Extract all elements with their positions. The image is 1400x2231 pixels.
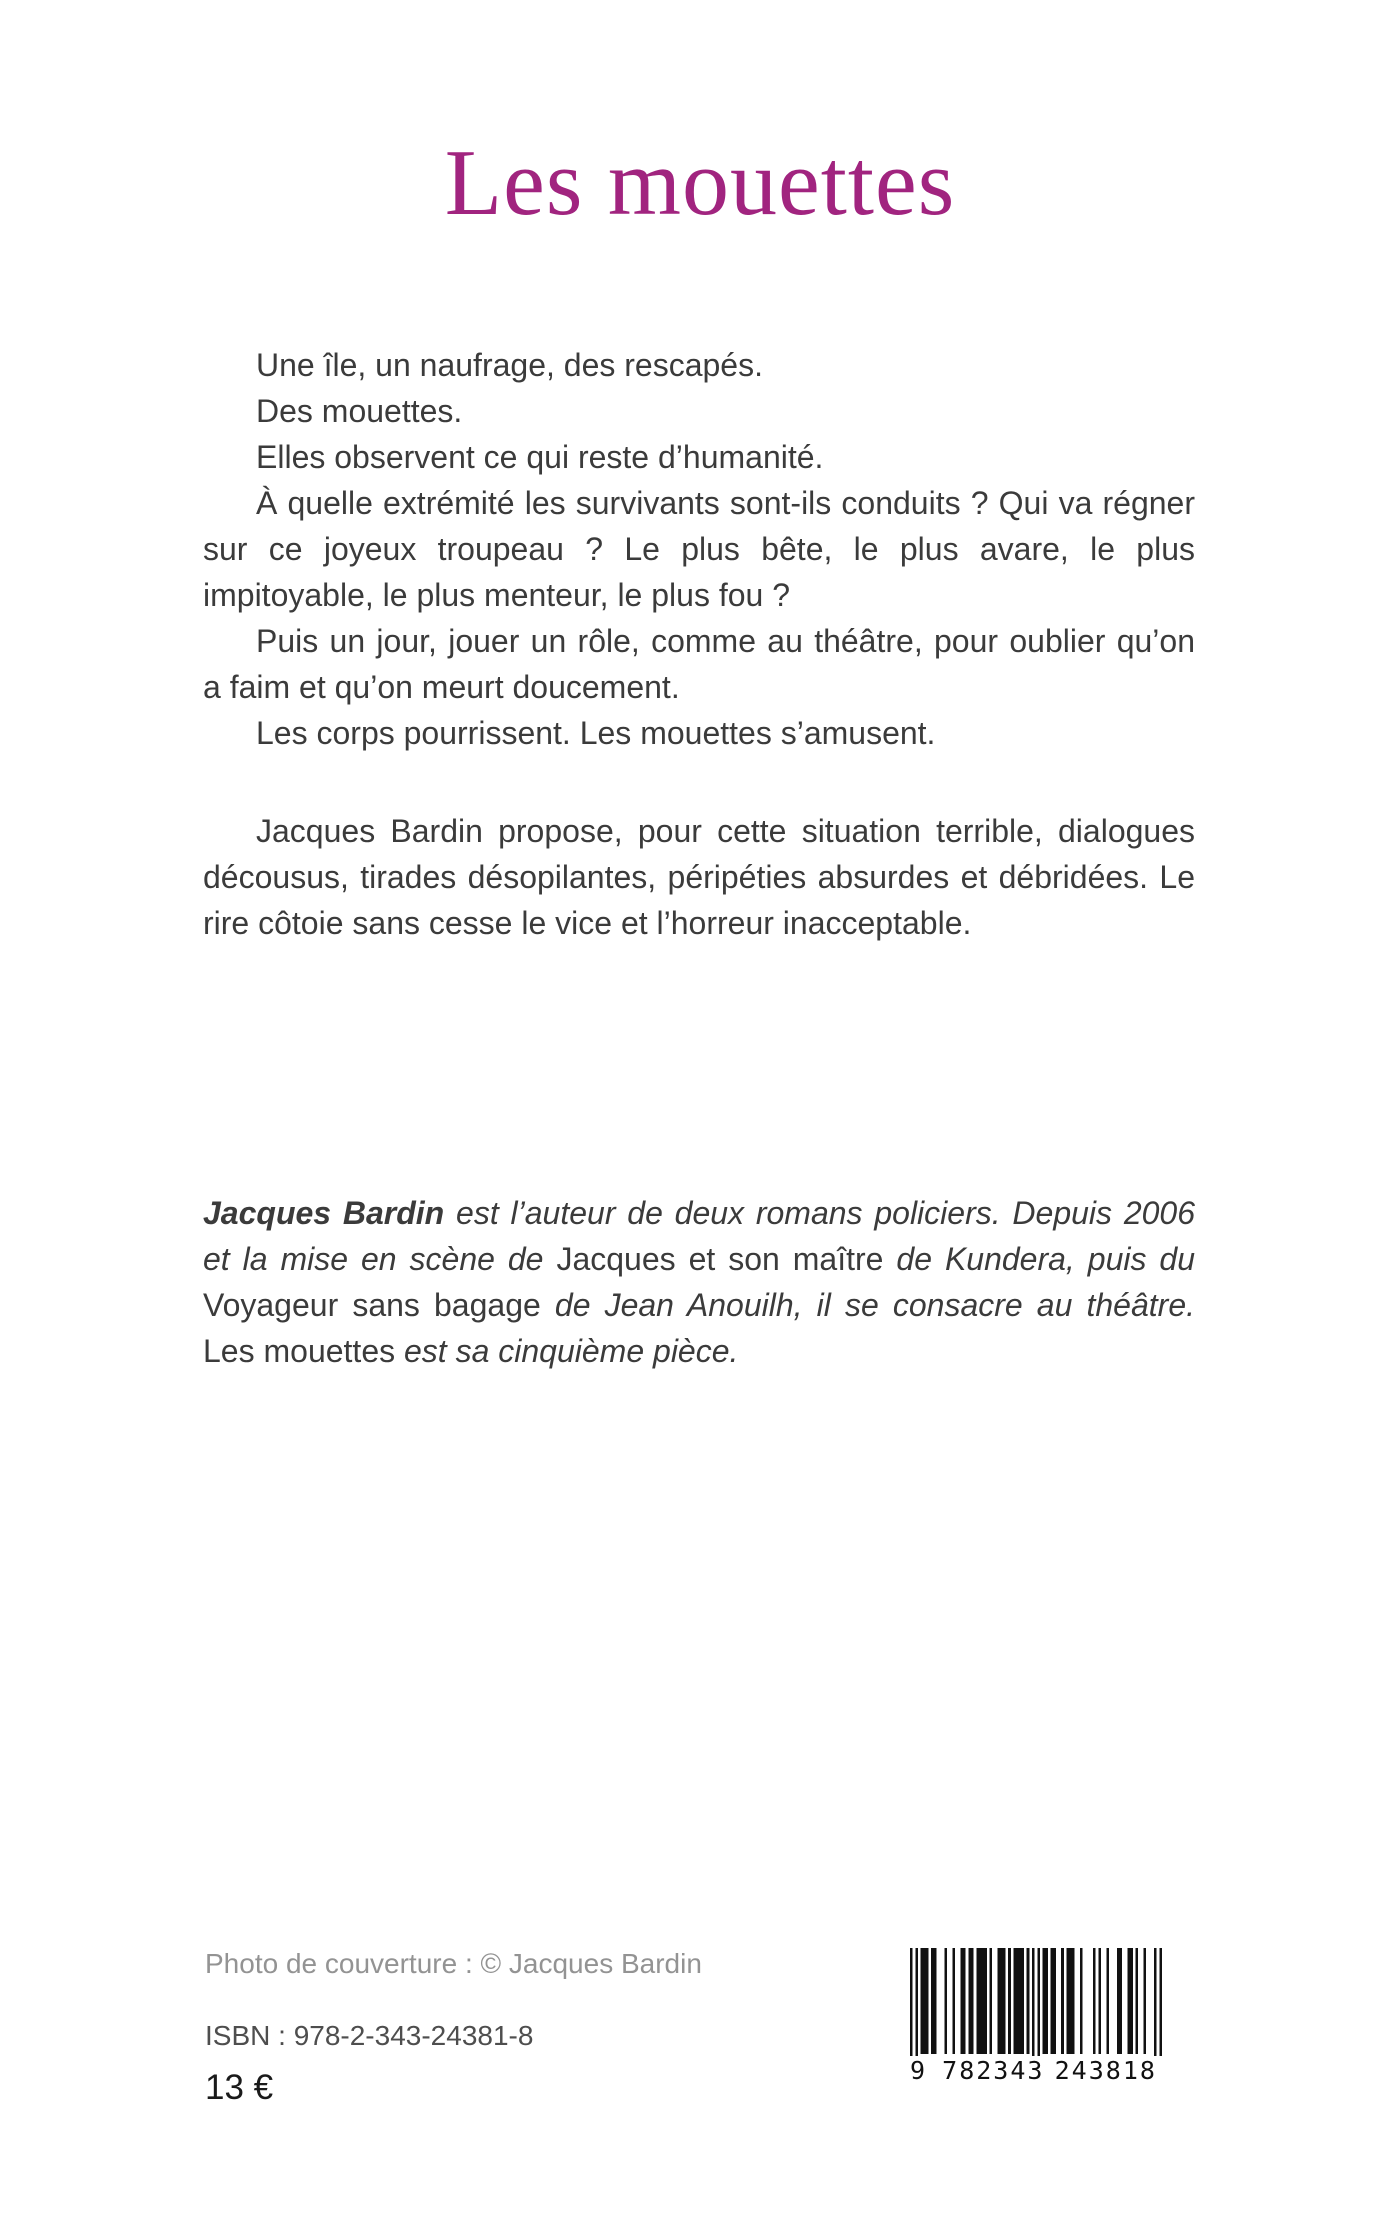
barcode-digits [910,2056,1162,2085]
bio-segment: Les mouettes [203,1333,396,1369]
synopsis-paragraph: Des mouettes. [256,393,463,429]
synopsis-paragraph: Elles observent ce qui reste d’humanité. [256,439,824,475]
bio-segment: est l’auteur de deux romans policiers. Depuis 2006 et la mise en scène de [203,1195,1196,1277]
barcode [910,1948,1162,2085]
author-bio [203,1190,1195,1374]
bio-segment: est sa cinquième pièce. [395,1333,739,1369]
synopsis-paragraph: Les corps pourrissent. Les mouettes s’amusent. [256,715,936,751]
photo-credit: Photo de couverture : © Jacques Bardin [205,1948,702,1979]
synopsis-paragraphs [203,342,1195,756]
bio-segment: de Jean Anouilh, il se consacre au théâtre. [540,1287,1196,1323]
bio-segment: Voyageur sans bagage [203,1287,541,1323]
price: 13 € [205,2068,274,2107]
book-title: Les mouettes [444,131,956,235]
isbn: ISBN : 978-2-343-24381-8 [205,2020,534,2051]
barcode-digit-group: 243818 [1050,2056,1162,2085]
synopsis-paragraph: Une île, un naufrage, des rescapés. [256,347,763,383]
synopsis-paragraph: À quelle extrémité les survivants sont-ils conduits ? Qui va régner sur ce joyeux troupeau ? Le plus bête, le plus avare, le plus impitoyable, le plus menteur, le plus fou ? [203,485,1195,613]
synopsis-paragraph: Puis un jour, jouer un rôle, comme au théâtre, pour oublier qu’on a faim et qu’on meurt doucement. [203,623,1195,705]
barcode-bars-icon [910,1948,1162,2068]
bio-segment: Jacques Bardin [203,1195,445,1231]
synopsis-closing-paragraph: Jacques Bardin propose, pour cette situation terrible, dialogues décousus, tirades désopilantes, péripéties absurdes et débridées. Le rire côtoie sans cesse le vice et l’horreur inacceptable. [203,813,1195,941]
bio-segment: Jacques et son maître [556,1241,884,1277]
bio-segment: de Kundera, puis du [883,1241,1196,1277]
barcode-digit-group: 782343 [937,2056,1049,2085]
barcode-digit-group: 9 [910,2056,937,2085]
synopsis [203,342,1195,946]
